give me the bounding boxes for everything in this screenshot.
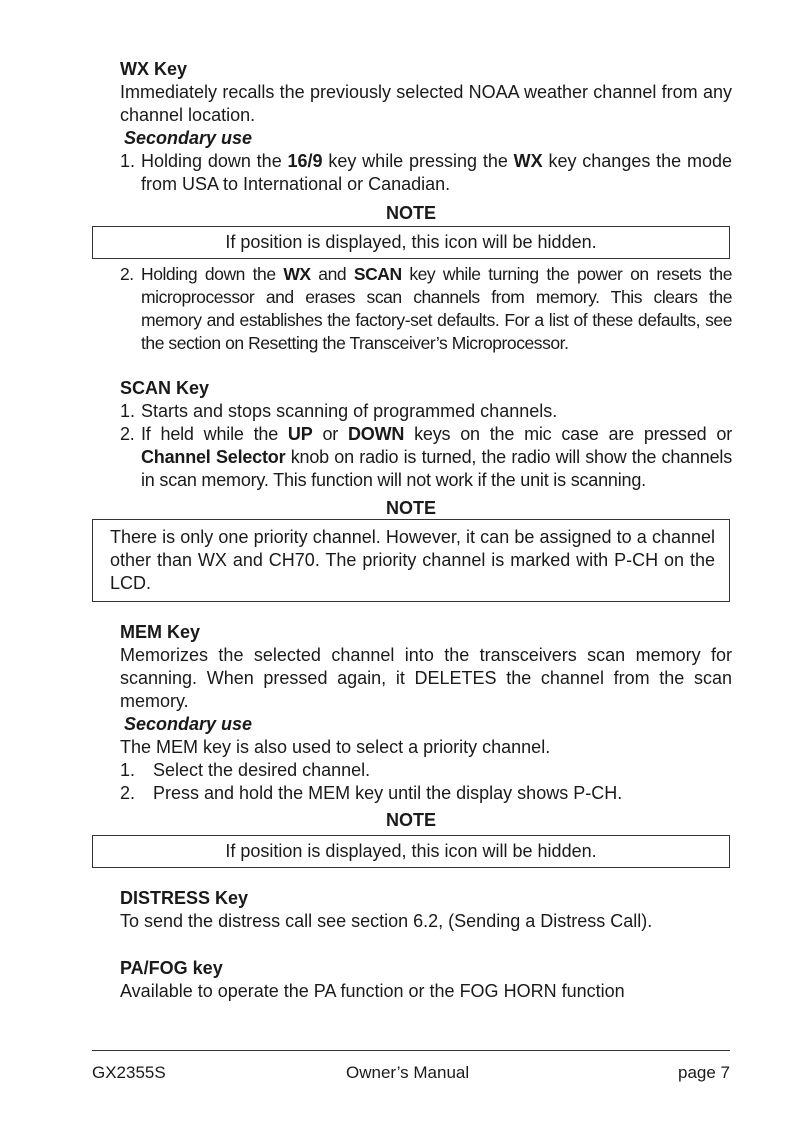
mem-key-section [120, 621, 732, 805]
list-item [120, 263, 732, 355]
key-name: UP [287, 424, 313, 444]
list-item-number: 2. [120, 424, 135, 444]
list-item [120, 150, 732, 196]
distress-key-heading: DISTRESS Key [120, 888, 249, 908]
distress-key-description: To send the distress call see section 6.2, (Sending a Distress Call). [120, 911, 653, 931]
footer-divider [92, 1050, 730, 1051]
list-item [120, 423, 732, 492]
note-text: If position is displayed, this icon will be hidden. [225, 841, 597, 861]
key-name: SCAN [353, 264, 402, 284]
mem-secondary-use-label: Secondary use [124, 714, 253, 734]
mem-key-heading: MEM Key [120, 622, 201, 642]
mem-key-description: Memorizes the selected channel into the transceivers scan memory for scanning. When pressed again, it DELETES the channel from the scan memory. [120, 645, 732, 711]
list-item-number: 2. [120, 783, 136, 803]
note-box [92, 519, 730, 602]
note-box [92, 835, 730, 868]
wx-key-description: Immediately recalls the previously selected NOAA weather channel from any channel location. [120, 82, 732, 125]
mem-secondary-description: The MEM key is also used to select a priority channel. [120, 737, 551, 757]
wx-reset-section [120, 263, 732, 355]
pa-fog-key-section [120, 957, 732, 1003]
wx-secondary-use-label: Secondary use [124, 128, 253, 148]
scan-key-list [120, 400, 732, 492]
mem-steps-list [120, 759, 732, 805]
key-name: WX [283, 264, 311, 284]
footer-model: GX2355S [92, 1063, 166, 1082]
list-item [120, 400, 732, 423]
note-box [92, 226, 730, 259]
note-text: There is only one priority channel. However, it can be assigned to a channel other than WX and CH70. The priority channel is marked with P-CH on the LCD. [110, 527, 715, 593]
knob-name: Channel Selector [141, 447, 286, 467]
list-item-text: key changes the mode from USA to International or Canadian. [141, 151, 732, 194]
list-item-text: key while turning the power on resets the microprocessor and erases scan channels from memory. This clears the memory and establishes the factory-set defaults. For a list of these defaults, see the section on Resetting the Transceiver’s Microprocessor. [141, 264, 732, 353]
footer-manual-title: Owner’s Manual [346, 1063, 470, 1082]
list-item-text: keys on the mic case are pressed or [404, 424, 732, 444]
list-item-text: Holding down the [141, 264, 284, 284]
wx-key-heading: WX Key [120, 59, 188, 79]
note-label: NOTE [385, 498, 436, 518]
list-item-text: or [312, 424, 348, 444]
list-item-number: 1. [120, 760, 136, 780]
key-name: DOWN [347, 424, 405, 444]
footer-page-number: page 7 [678, 1063, 730, 1082]
list-item-text: Starts and stops scanning of programmed channels. [141, 401, 558, 421]
wx-reset-list [120, 263, 732, 355]
pa-fog-key-heading: PA/FOG key [120, 958, 223, 978]
list-item-number: 1. [120, 401, 136, 421]
wx-secondary-list [120, 150, 732, 196]
list-item [120, 759, 732, 782]
list-item-text: key while pressing the [322, 151, 514, 171]
list-item-number: 1. [120, 151, 136, 171]
wx-key-section [120, 58, 732, 196]
list-item-text: Holding down the [141, 151, 288, 171]
list-item-text: Press and hold the MEM key until the display shows P-CH. [153, 783, 623, 803]
list-item-text: If held while the [141, 424, 288, 444]
list-item-text: and [310, 264, 354, 284]
key-name: 16/9 [287, 151, 323, 171]
note-label: NOTE [385, 810, 436, 830]
scan-key-section [120, 377, 732, 492]
note-label: NOTE [385, 203, 436, 223]
list-item [120, 782, 732, 805]
distress-key-section [120, 887, 732, 933]
scan-key-heading: SCAN Key [120, 378, 210, 398]
list-item-number: 2. [120, 264, 134, 284]
pa-fog-key-description: Available to operate the PA function or the FOG HORN function [120, 981, 625, 1001]
key-name: WX [513, 151, 543, 171]
list-item-text: knob on radio is turned, the radio will show the channels in scan memory. This function will not work if the unit is scanning. [141, 447, 733, 490]
note-text: If position is displayed, this icon will be hidden. [225, 232, 597, 252]
list-item-text: Select the desired channel. [153, 760, 371, 780]
